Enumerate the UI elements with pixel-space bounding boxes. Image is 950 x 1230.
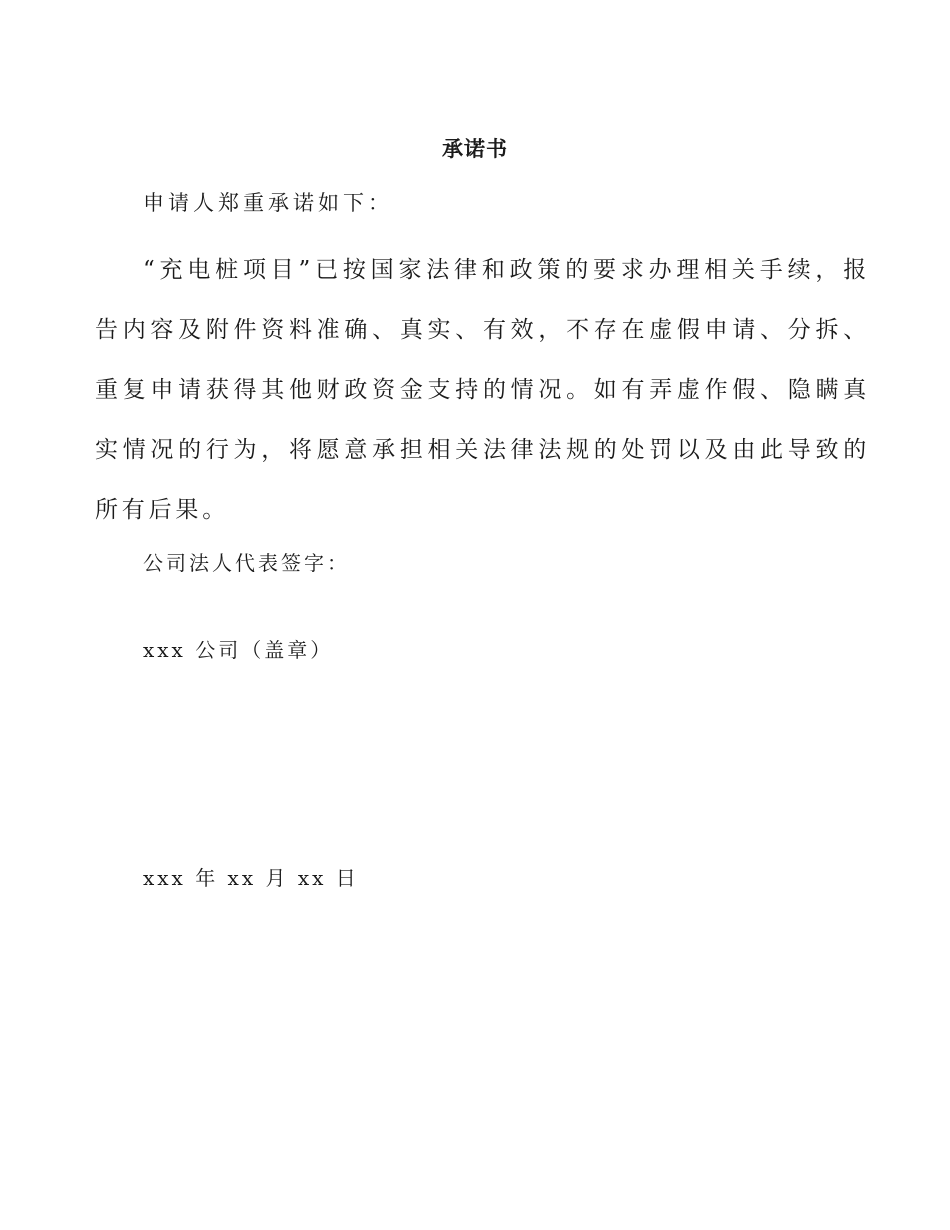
signature-label: 公司法人代表签字： bbox=[143, 551, 350, 575]
intro-line: 申请人郑重承诺如下： bbox=[143, 191, 393, 215]
document-title: 承诺书 bbox=[442, 137, 508, 161]
date-line: xxx 年 xx 月 xx 日 bbox=[143, 866, 359, 890]
commitment-paragraph: “充电桩项目”已按国家法律和政策的要求办理相关手续，报告内容及附件资料准确、真实、有效，不存在虚假申请、分拆、重复申请获得其他财政资金支持的情况。如有弄虚作假、隐瞒真实情况的行为，将愿意承担相关法律法规的处罚以及由此导致的所有后果。 bbox=[95, 257, 870, 523]
company-seal-line: xxx 公司（盖章） bbox=[143, 638, 334, 662]
